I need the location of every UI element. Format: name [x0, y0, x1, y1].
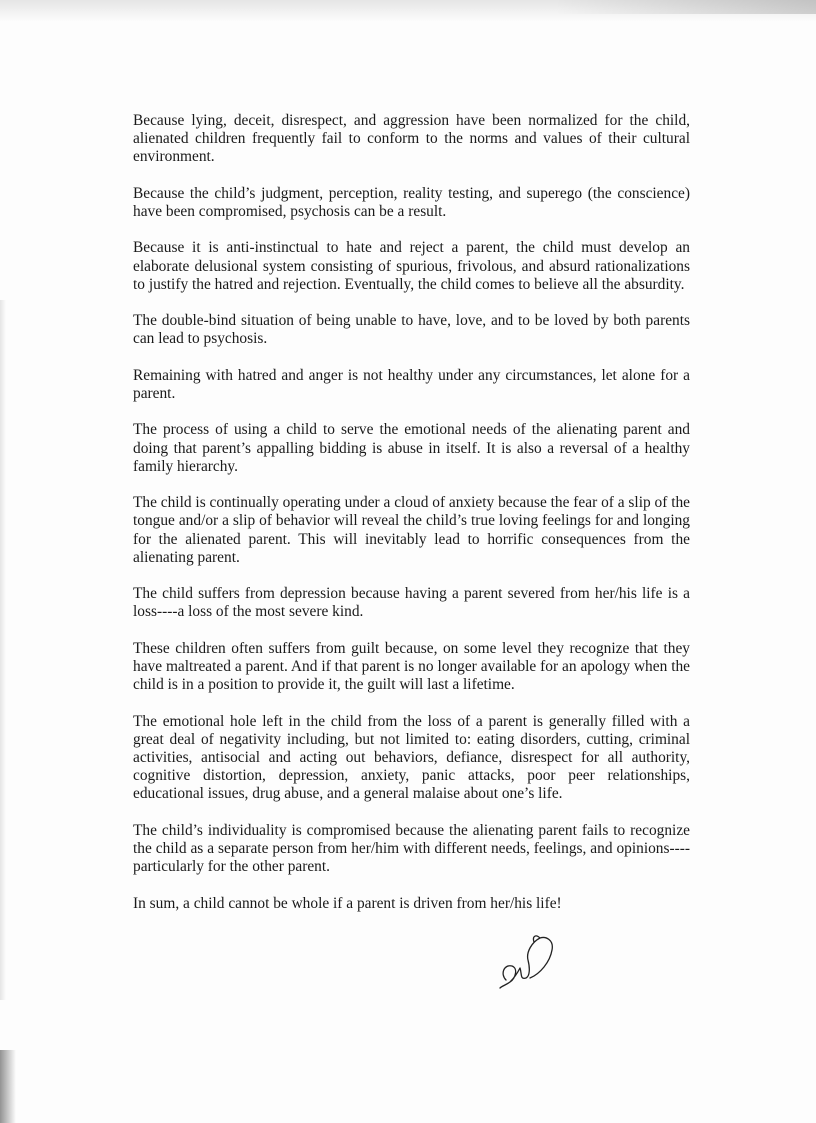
- paragraph-normalized-aggression: Because lying, deceit, disrespect, and aggression have been normalized for the child, alienated children frequently fail to conform to the norms and values of their cultural environment.: [133, 112, 690, 166]
- paragraph-double-bind: The double-bind situation of being unable to have, love, and to be loved by both parents can lead to psychosis.: [133, 312, 690, 348]
- scan-edge-left: [0, 300, 6, 1000]
- paragraph-anxiety: The child is continually operating under a cloud of anxiety because the fear of a slip of the tongue and/or a slip of behavior will reveal the child’s true loving feelings for and longing for the alienated parent. This will inevitably lead to horrific consequences from the alienating parent.: [133, 494, 690, 566]
- handwritten-signature: [496, 928, 560, 990]
- paragraph-hatred-anger: Remaining with hatred and anger is not healthy under any circumstances, let alone for a parent.: [133, 366, 690, 402]
- paragraph-delusional-system: Because it is anti-instinctual to hate and reject a parent, the child must develop an elaborate delusional system consisting of spurious, frivolous, and absurd rationalizations to justify the hatred and rejection. Eventually, the child comes to believe all the absurdity.: [133, 239, 690, 293]
- paragraph-emotional-needs: The process of using a child to serve the emotional needs of the alienating parent and doing that parent’s appalling bidding is abuse in itself. It is also a reversal of a healthy family hierarchy.: [133, 421, 690, 475]
- paragraph-in-sum: In sum, a child cannot be whole if a parent is driven from her/his life!: [133, 894, 562, 912]
- scan-edge-top-right: [556, 0, 816, 14]
- paragraph-emotional-hole: The emotional hole left in the child from the loss of a parent is generally filled with a great deal of negativity including, but not limited to: eating disorders, cutting, criminal activities, antisocial and acting out behaviors, defiance, disrespect for all authority, cognitive distortion, depression, anxiety, panic attacks, poor peer relationships, educational issues, drug abuse, and a general malaise about one’s life.: [133, 712, 690, 803]
- paragraph-psychosis-superego: Because the child’s judgment, perception, reality testing, and superego (the conscience) have been compromised, psychosis can be a result.: [133, 184, 690, 220]
- paragraph-depression: The child suffers from depression because having a parent severed from her/his life is a loss----a loss of the most severe kind.: [133, 585, 690, 621]
- paragraph-individuality: The child’s individuality is compromised because the alienating parent fails to recognize the child as a separate person from her/him with different needs, feelings, and opinions----particularly for the other parent.: [133, 821, 690, 876]
- scan-edge-left-bottom: [0, 1050, 16, 1123]
- paragraph-guilt: These children often suffers from guilt because, on some level they recognize that they have maltreated a parent. And if that parent is no longer available for an apology when the child is in a position to provide it, the guilt will last a lifetime.: [133, 639, 690, 694]
- document-body: [133, 112, 690, 913]
